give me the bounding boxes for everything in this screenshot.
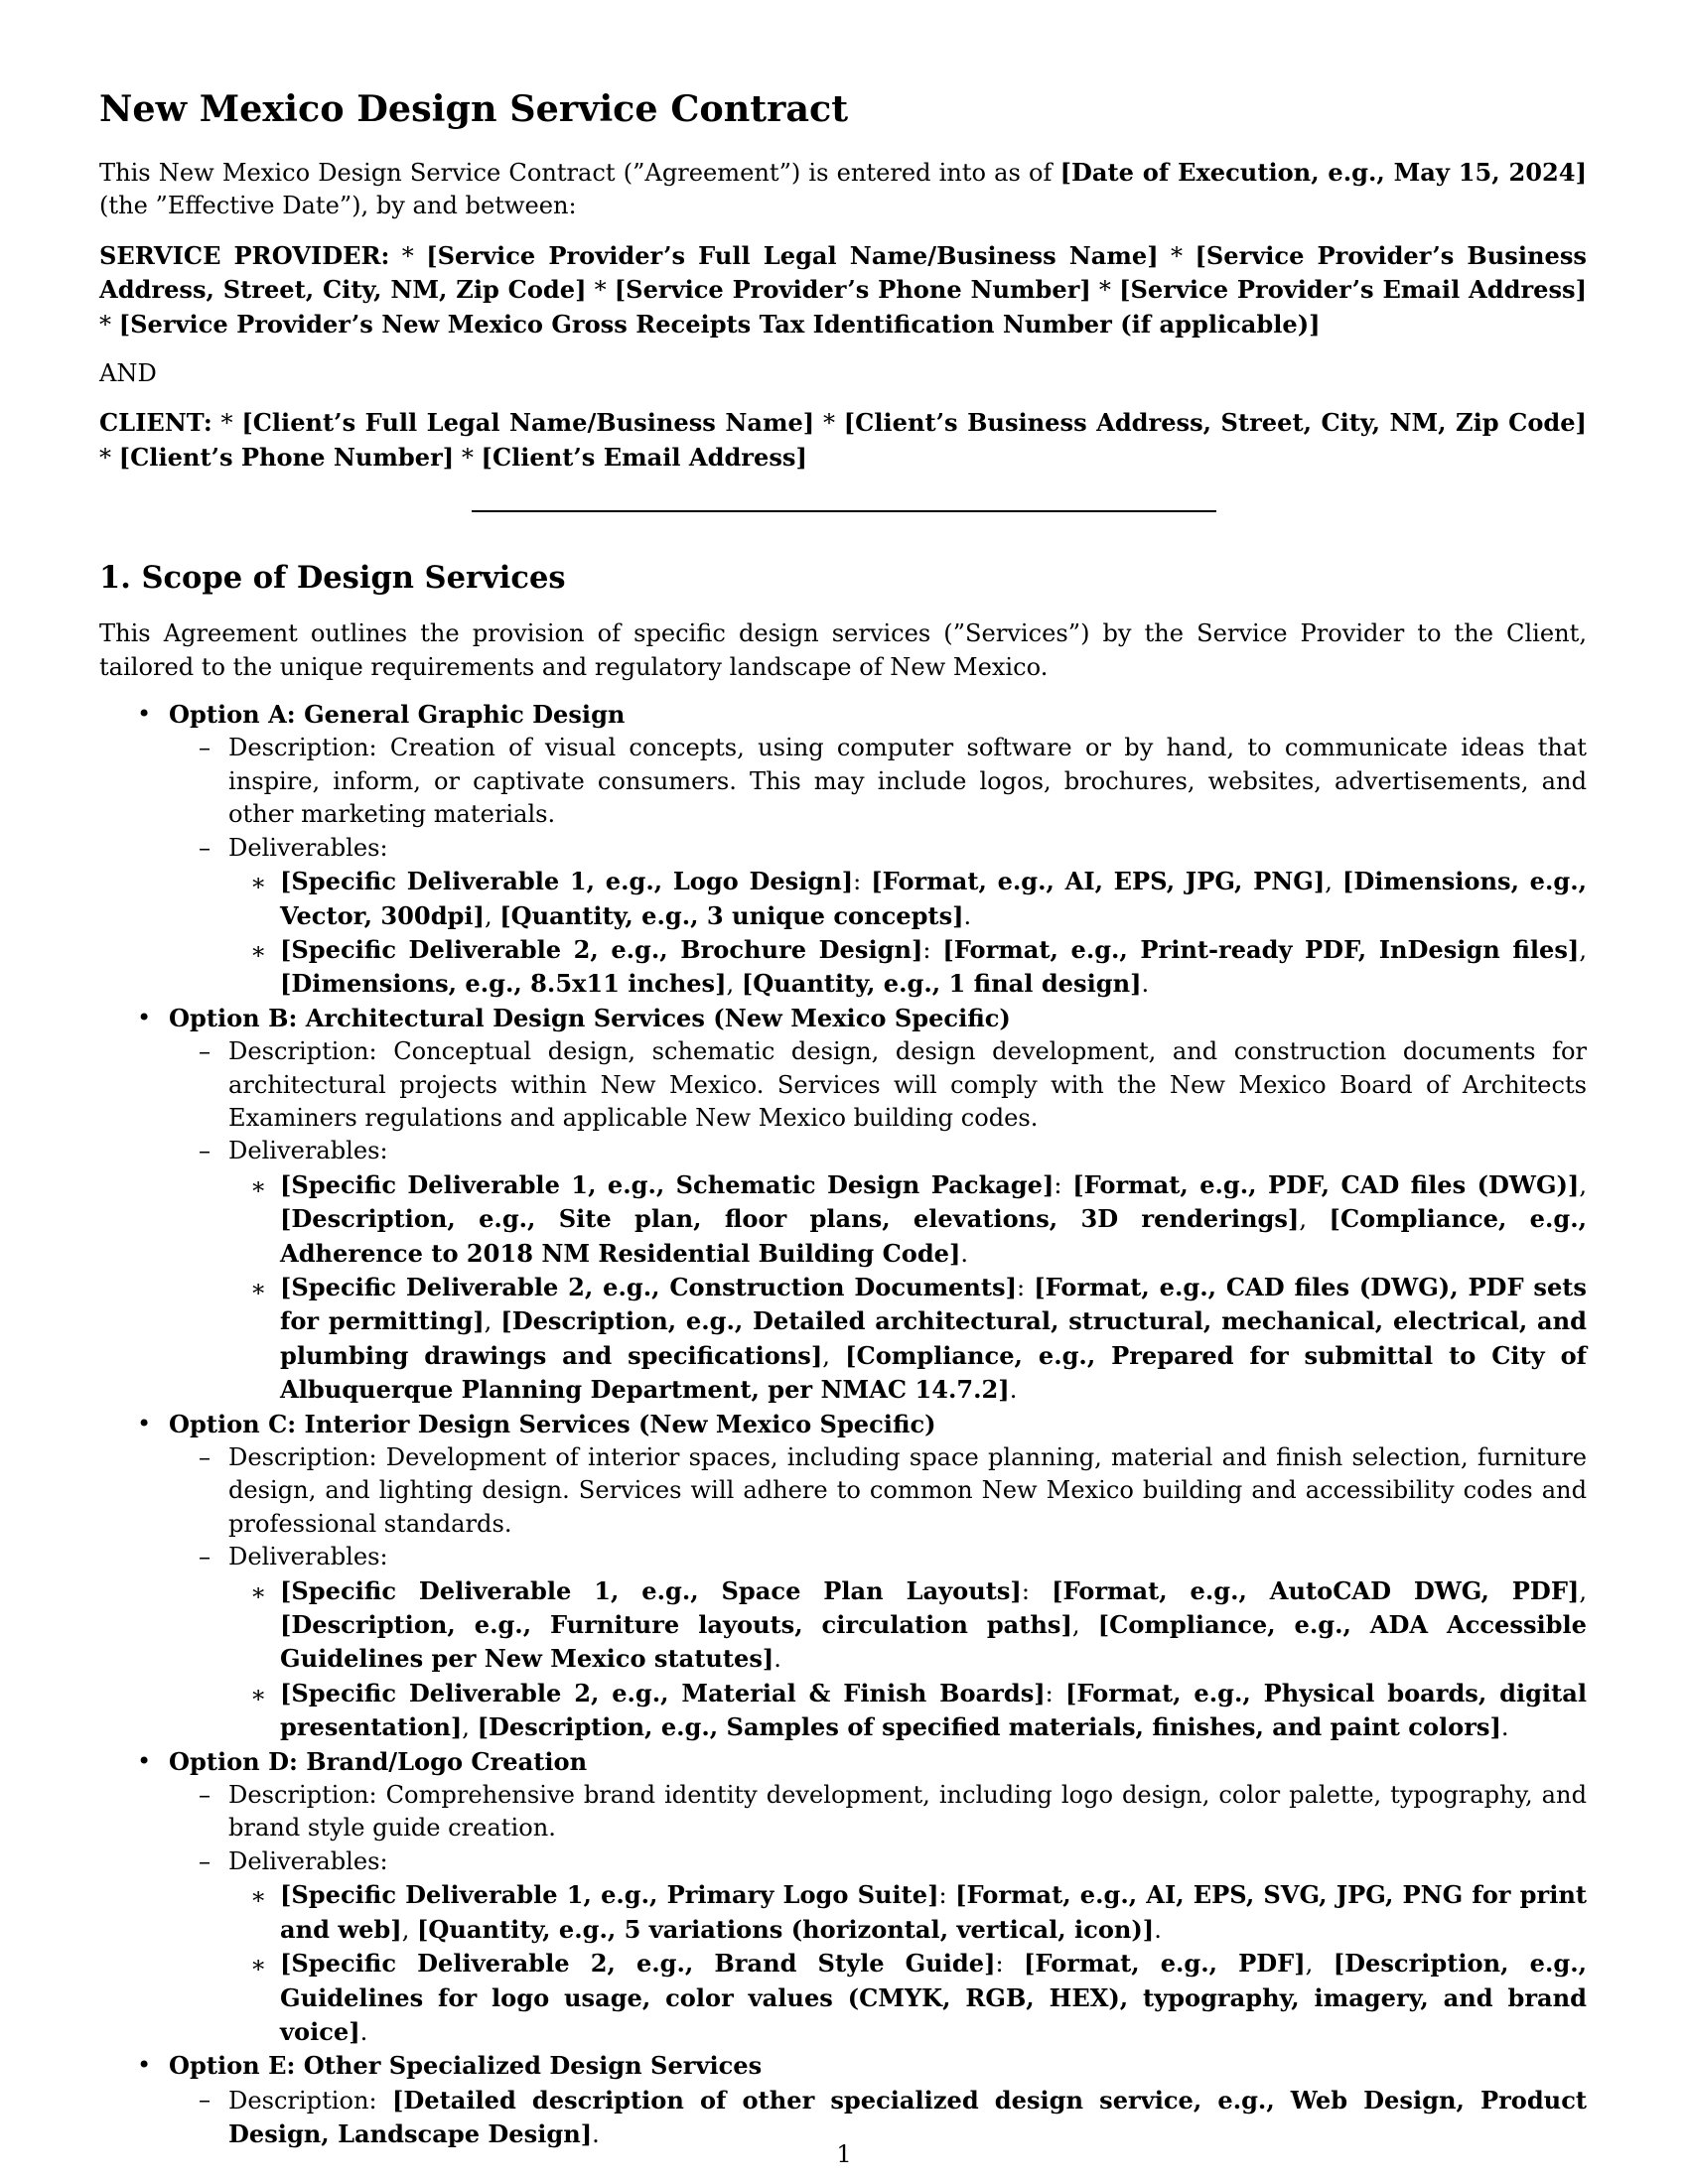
option-b-deliverable-1: ∗ [Specific Deliverable 1, e.g., Schematic Design Package]: [Format, e.g., PDF, CAD files (DWG)], [Description, e.g., Site plan, floor plans, elevations, 3D renderings], [Compliance, e.g., Adherence to 2018 NM Residential Building Code]. (250, 1169, 1588, 1268)
dash-marker: – (199, 1443, 211, 1471)
section-heading: 1. Scope of Design Services (99, 560, 566, 597)
option-b-description: – Description: Conceptual design, schematic design, design development, and construction documents for architectural projects within New Mexico. Services will comply with the New Mexico Board of Architects Examiners regulations and applicable New Mexico building codes. (199, 1037, 1587, 1132)
client-email: [Client’s Email Address] (481, 442, 807, 472)
bullet-marker: • (137, 1746, 152, 1775)
option-c-deliverable-1: ∗ [Specific Deliverable 1, e.g., Space Plan Layouts]: [Format, e.g., AutoCAD DWG, PDF], [Description, e.g., Furniture layouts, circulation paths], [Compliance, e.g., ADA Accessible Guidelines per New Mexico statutes]. (250, 1575, 1587, 1674)
option-b-deliverables-label: – Deliverables: (99, 1135, 1587, 1167)
options-list (99, 698, 1587, 2151)
option-d-deliverables-label: – Deliverables: (99, 1845, 1587, 1878)
option-c-deliverables-label: – Deliverables: (99, 1541, 1587, 1573)
bullet-marker: • (137, 2051, 152, 2080)
option-a-deliverable-2: ∗ [Specific Deliverable 2, e.g., Brochure Design]: [Format, e.g., Print-ready PDF, InDesign files], [Dimensions, e.g., 8.5x11 inches], [Quantity, e.g., 1 final design]. (250, 934, 1587, 999)
dash-marker: – (199, 2085, 211, 2114)
star-marker: ∗ (250, 1274, 267, 1302)
option-a-description: – Description: Creation of visual concepts, using computer software or by hand, to communicate ideas that inspire, inform, or captivate consumers. This may include logos, brochures, websites, advertisements, and other marketing materials. (199, 734, 1587, 829)
option-d-deliverable-1: ∗ [Specific Deliverable 1, e.g., Primary Logo Suite]: [Format, e.g., AI, EPS, SVG, JPG, PNG for print and web], [Quantity, e.g., 5 variations (horizontal, vertical, icon)]. (250, 1880, 1588, 1944)
star-marker: ∗ (250, 1171, 267, 1200)
client-label: CLIENT: (99, 408, 212, 438)
provider-address: [Service Provider’s Business Address, Street, City, NM, Zip Code] (99, 240, 1587, 305)
star-marker: ∗ (250, 869, 267, 897)
option-title: Option D: Brand/Logo Creation (169, 1746, 588, 1776)
section-intro: This Agreement outlines the provision of specific design services (”Services”) by the Service Provider to the Client, tailored to the unique requirements and regulatory landscape of New Mexico. (99, 619, 1587, 681)
star-marker: ∗ (250, 936, 267, 965)
option-title: Option E: Other Specialized Design Services (169, 2051, 763, 2081)
bullet-marker: • (137, 1003, 152, 1031)
client-phone: [Client’s Phone Number] (118, 442, 455, 472)
star-marker: ∗ (250, 1680, 267, 1708)
option-d (99, 1745, 1587, 1779)
provider-tax-id: [Service Provider’s New Mexico Gross Receipts Tax Identification Number (if applicable)] (118, 309, 1321, 339)
option-a-deliverable-1: ∗ [Specific Deliverable 1, e.g., Logo Design]: [Format, e.g., AI, EPS, JPG, PNG], [Dimensions, e.g., Vector, 300dpi], [Quantity, e.g., 3 unique concepts]. (250, 867, 1588, 930)
horizontal-rule-wrap (99, 475, 1587, 558)
star-marker: ∗ (250, 1951, 267, 1979)
option-title: Option C: Interior Design Services (New Mexico Specific) (169, 1409, 936, 1438)
option-c-deliverable-2: ∗ [Specific Deliverable 2, e.g., Material & Finish Boards]: [Format, e.g., Physical boards, digital presentation], [Description, e.g., Samples of specified materials, finishes, and paint colors]. (250, 1678, 1588, 1742)
client-block: CLIENT: * [Client’s Full Legal Name/Business Name] * [Client’s Business Address, Street, City, NM, Zip Code] * [Client’s Phone Number] * [Client’s Email Address] (99, 408, 1587, 472)
dash-marker: – (199, 1846, 211, 1875)
document-content (99, 85, 1587, 2152)
horizontal-rule (472, 510, 1216, 512)
star-marker: ∗ (250, 1577, 267, 1606)
page-number: 1 (836, 2140, 852, 2168)
option-b-deliverable-2: ∗ [Specific Deliverable 2, e.g., Construction Documents]: [Format, e.g., CAD files (DWG), PDF sets for permitting], [Description, e.g., Detailed architectural, structural, mechanical, electrical, and plumbing drawings and specifications], [Compliance, e.g., Prepared for submittal to City of Albuquerque Planning Department, per NMAC 14.7.2]. (250, 1272, 1588, 1405)
execution-date-placeholder: [Date of Execution, e.g., May 15, 2024] (1059, 158, 1587, 187)
document-title: New Mexico Design Service Contract (99, 87, 849, 130)
client-name: [Client’s Full Legal Name/Business Name] (241, 408, 815, 438)
provider-phone: [Service Provider’s Phone Number] (614, 275, 1091, 305)
and-separator: AND (99, 359, 157, 388)
provider-email: [Service Provider’s Email Address] (1119, 275, 1587, 305)
dash-marker: – (199, 833, 211, 862)
dash-marker: – (199, 734, 211, 762)
option-title: Option B: Architectural Design Services (New Mexico Specific) (169, 1003, 1011, 1032)
provider-label: SERVICE PROVIDER: (99, 240, 390, 270)
bullet-marker: • (137, 1409, 152, 1437)
intro-text: This New Mexico Design Service Contract (”Agreement”) is entered into as of (99, 159, 1060, 187)
option-d-deliverable-2: ∗ [Specific Deliverable 2, e.g., Brand Style Guide]: [Format, e.g., PDF], [Description, e.g., Guidelines for logo usage, color values (CMYK, RGB, HEX), typography, imagery, and brand voice]. (250, 1949, 1587, 2046)
star-marker: ∗ (250, 1882, 267, 1911)
intro-paragraph (99, 156, 1587, 223)
option-e (99, 2049, 1587, 2083)
provider-name: [Service Provider’s Full Legal Name/Business Name] (426, 240, 1159, 270)
dash-marker: – (199, 1543, 211, 1571)
dash-marker: – (199, 1137, 211, 1165)
dash-marker: – (199, 1781, 211, 1810)
option-a-deliverables-label: – Deliverables: (99, 832, 1587, 865)
option-title: Option A: General Graphic Design (169, 700, 626, 730)
option-a (99, 698, 1587, 732)
bullet-marker: • (137, 700, 152, 729)
intro-text-end: (the ”Effective Date”), by and between: (99, 192, 577, 220)
option-b (99, 1002, 1587, 1035)
client-address: [Client’s Business Address, Street, City, NM, Zip Code] (843, 408, 1587, 438)
option-c (99, 1408, 1587, 1441)
option-d-description: – Description: Comprehensive brand identity development, including logo design, color palette, typography, and brand style guide creation. (199, 1781, 1587, 1843)
option-e-description: – Description: [Detailed description of other specialized design service, e.g., Web Design, Product Design, Landscape Design]. (199, 2085, 1587, 2149)
service-provider-block: SERVICE PROVIDER: * [Service Provider’s Full Legal Name/Business Name] * [Service Provider’s Business Address, Street, City, NM, Zip Code] * [Service Provider’s Phone Number] * [Service Provider’s Email Address] * [Service Provider’s New Mexico Gross Receipts Tax Identification Number (if applicable)] (99, 240, 1587, 339)
dash-marker: – (199, 1037, 211, 1066)
option-c-description: – Description: Development of interior spaces, including space planning, material and finish selection, furniture design, and lighting design. Services will adhere to common New Mexico building and accessibility codes and professional standards. (199, 1443, 1587, 1538)
